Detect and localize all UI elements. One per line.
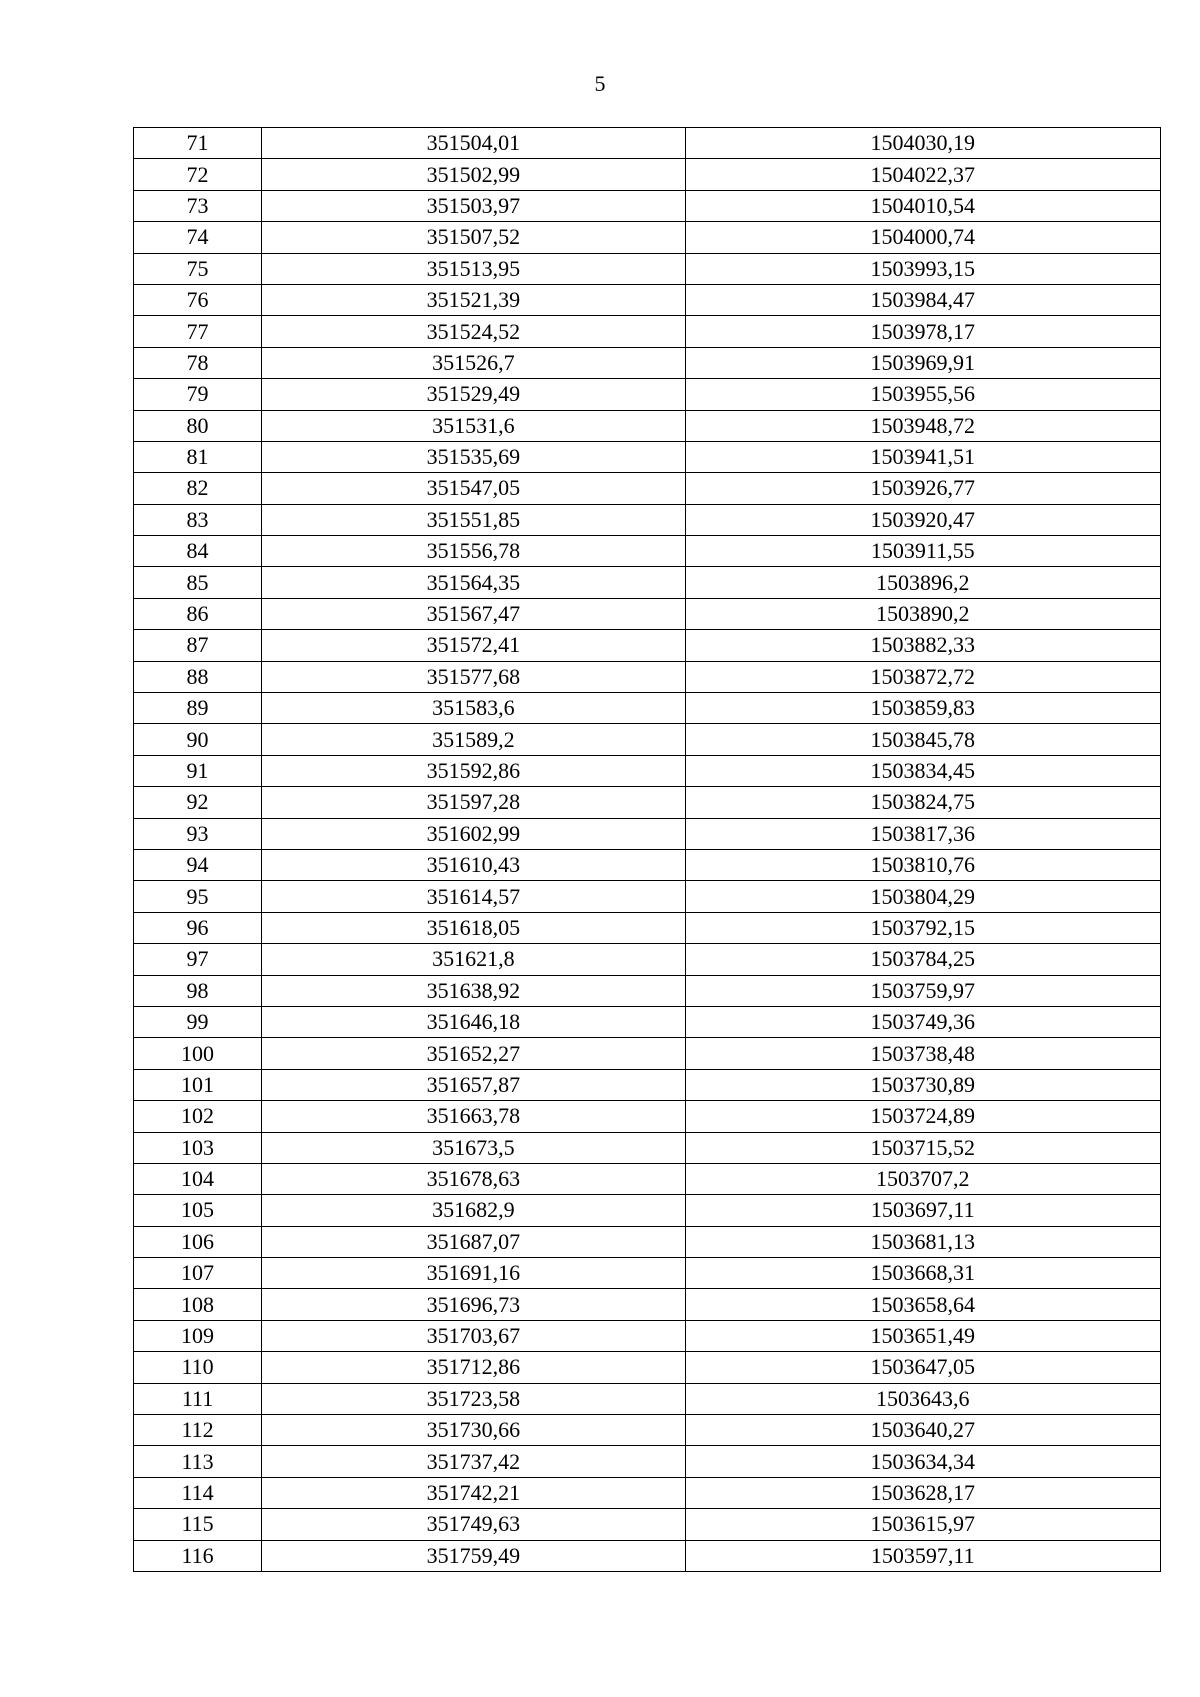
table-row xyxy=(134,755,1161,786)
y-coordinate-cell: 1503941,51 xyxy=(685,441,1160,472)
table-row xyxy=(134,379,1161,410)
table-row xyxy=(134,1415,1161,1446)
x-coordinate-cell: 351592,86 xyxy=(262,755,685,786)
point-number-cell: 72 xyxy=(134,159,262,190)
x-coordinate-cell: 351551,85 xyxy=(262,504,685,535)
x-coordinate-cell: 351696,73 xyxy=(262,1289,685,1320)
y-coordinate-cell: 1503715,52 xyxy=(685,1132,1160,1163)
x-coordinate-cell: 351507,52 xyxy=(262,222,685,253)
point-number-cell: 83 xyxy=(134,504,262,535)
y-coordinate-cell: 1503730,89 xyxy=(685,1069,1160,1100)
y-coordinate-cell: 1503978,17 xyxy=(685,316,1160,347)
point-number-cell: 99 xyxy=(134,1006,262,1037)
point-number-cell: 109 xyxy=(134,1320,262,1351)
x-coordinate-cell: 351535,69 xyxy=(262,441,685,472)
x-coordinate-cell: 351513,95 xyxy=(262,253,685,284)
x-coordinate-cell: 351547,05 xyxy=(262,473,685,504)
point-number-cell: 115 xyxy=(134,1509,262,1540)
table-row xyxy=(134,912,1161,943)
point-number-cell: 71 xyxy=(134,128,262,159)
table-row xyxy=(134,881,1161,912)
y-coordinate-cell: 1503890,2 xyxy=(685,598,1160,629)
table-row xyxy=(134,1101,1161,1132)
point-number-cell: 111 xyxy=(134,1383,262,1414)
x-coordinate-cell: 351749,63 xyxy=(262,1509,685,1540)
y-coordinate-cell: 1503926,77 xyxy=(685,473,1160,504)
x-coordinate-cell: 351526,7 xyxy=(262,347,685,378)
y-coordinate-cell: 1503804,29 xyxy=(685,881,1160,912)
y-coordinate-cell: 1503643,6 xyxy=(685,1383,1160,1414)
x-coordinate-cell: 351657,87 xyxy=(262,1069,685,1100)
table-row xyxy=(134,222,1161,253)
x-coordinate-cell: 351502,99 xyxy=(262,159,685,190)
point-number-cell: 84 xyxy=(134,536,262,567)
table-row xyxy=(134,1006,1161,1037)
table-row xyxy=(134,630,1161,661)
table-row xyxy=(134,975,1161,1006)
point-number-cell: 98 xyxy=(134,975,262,1006)
x-coordinate-cell: 351521,39 xyxy=(262,284,685,315)
y-coordinate-cell: 1503628,17 xyxy=(685,1477,1160,1508)
table-row xyxy=(134,1446,1161,1477)
y-coordinate-cell: 1503724,89 xyxy=(685,1101,1160,1132)
x-coordinate-cell: 351678,63 xyxy=(262,1163,685,1194)
table-row xyxy=(134,441,1161,472)
y-coordinate-cell: 1503859,83 xyxy=(685,693,1160,724)
x-coordinate-cell: 351712,86 xyxy=(262,1352,685,1383)
y-coordinate-cell: 1503615,97 xyxy=(685,1509,1160,1540)
point-number-cell: 86 xyxy=(134,598,262,629)
x-coordinate-cell: 351618,05 xyxy=(262,912,685,943)
point-number-cell: 104 xyxy=(134,1163,262,1194)
y-coordinate-cell: 1503817,36 xyxy=(685,818,1160,849)
point-number-cell: 87 xyxy=(134,630,262,661)
y-coordinate-cell: 1503749,36 xyxy=(685,1006,1160,1037)
point-number-cell: 106 xyxy=(134,1226,262,1257)
x-coordinate-cell: 351597,28 xyxy=(262,787,685,818)
table-row xyxy=(134,1540,1161,1571)
x-coordinate-cell: 351646,18 xyxy=(262,1006,685,1037)
table-row xyxy=(134,1226,1161,1257)
table-row xyxy=(134,567,1161,598)
x-coordinate-cell: 351577,68 xyxy=(262,661,685,692)
y-coordinate-cell: 1503911,55 xyxy=(685,536,1160,567)
table-row xyxy=(134,818,1161,849)
point-number-cell: 75 xyxy=(134,253,262,284)
table-row xyxy=(134,504,1161,535)
table-row xyxy=(134,1477,1161,1508)
table-row xyxy=(134,1289,1161,1320)
y-coordinate-cell: 1503969,91 xyxy=(685,347,1160,378)
point-number-cell: 108 xyxy=(134,1289,262,1320)
table-row xyxy=(134,661,1161,692)
y-coordinate-cell: 1503872,72 xyxy=(685,661,1160,692)
y-coordinate-cell: 1504030,19 xyxy=(685,128,1160,159)
y-coordinate-cell: 1503634,34 xyxy=(685,1446,1160,1477)
table-row xyxy=(134,536,1161,567)
y-coordinate-cell: 1503955,56 xyxy=(685,379,1160,410)
point-number-cell: 91 xyxy=(134,755,262,786)
y-coordinate-cell: 1503668,31 xyxy=(685,1258,1160,1289)
x-coordinate-cell: 351687,07 xyxy=(262,1226,685,1257)
y-coordinate-cell: 1503697,11 xyxy=(685,1195,1160,1226)
x-coordinate-cell: 351652,27 xyxy=(262,1038,685,1069)
point-number-cell: 93 xyxy=(134,818,262,849)
x-coordinate-cell: 351742,21 xyxy=(262,1477,685,1508)
table-row xyxy=(134,1195,1161,1226)
x-coordinate-cell: 351589,2 xyxy=(262,724,685,755)
y-coordinate-cell: 1503640,27 xyxy=(685,1415,1160,1446)
point-number-cell: 92 xyxy=(134,787,262,818)
y-coordinate-cell: 1503845,78 xyxy=(685,724,1160,755)
x-coordinate-cell: 351524,52 xyxy=(262,316,685,347)
y-coordinate-cell: 1503651,49 xyxy=(685,1320,1160,1351)
y-coordinate-cell: 1503824,75 xyxy=(685,787,1160,818)
y-coordinate-cell: 1504010,54 xyxy=(685,190,1160,221)
y-coordinate-cell: 1503920,47 xyxy=(685,504,1160,535)
table-row xyxy=(134,1038,1161,1069)
point-number-cell: 94 xyxy=(134,849,262,880)
point-number-cell: 113 xyxy=(134,1446,262,1477)
point-number-cell: 90 xyxy=(134,724,262,755)
x-coordinate-cell: 351723,58 xyxy=(262,1383,685,1414)
y-coordinate-cell: 1503784,25 xyxy=(685,944,1160,975)
y-coordinate-cell: 1504000,74 xyxy=(685,222,1160,253)
point-number-cell: 81 xyxy=(134,441,262,472)
y-coordinate-cell: 1503896,2 xyxy=(685,567,1160,598)
x-coordinate-cell: 351556,78 xyxy=(262,536,685,567)
x-coordinate-cell: 351730,66 xyxy=(262,1415,685,1446)
y-coordinate-cell: 1503707,2 xyxy=(685,1163,1160,1194)
point-number-cell: 82 xyxy=(134,473,262,504)
table-row xyxy=(134,944,1161,975)
y-coordinate-cell: 1503792,15 xyxy=(685,912,1160,943)
x-coordinate-cell: 351531,6 xyxy=(262,410,685,441)
y-coordinate-cell: 1503738,48 xyxy=(685,1038,1160,1069)
table-row xyxy=(134,410,1161,441)
x-coordinate-cell: 351663,78 xyxy=(262,1101,685,1132)
point-number-cell: 105 xyxy=(134,1195,262,1226)
table-row xyxy=(134,1352,1161,1383)
table-row xyxy=(134,1258,1161,1289)
point-number-cell: 85 xyxy=(134,567,262,598)
point-number-cell: 89 xyxy=(134,693,262,724)
x-coordinate-cell: 351737,42 xyxy=(262,1446,685,1477)
x-coordinate-cell: 351564,35 xyxy=(262,567,685,598)
point-number-cell: 116 xyxy=(134,1540,262,1571)
point-number-cell: 88 xyxy=(134,661,262,692)
x-coordinate-cell: 351673,5 xyxy=(262,1132,685,1163)
y-coordinate-cell: 1503810,76 xyxy=(685,849,1160,880)
point-number-cell: 97 xyxy=(134,944,262,975)
table-row xyxy=(134,787,1161,818)
y-coordinate-cell: 1503882,33 xyxy=(685,630,1160,661)
table-row xyxy=(134,1163,1161,1194)
point-number-cell: 107 xyxy=(134,1258,262,1289)
y-coordinate-cell: 1503681,13 xyxy=(685,1226,1160,1257)
y-coordinate-cell: 1503597,11 xyxy=(685,1540,1160,1571)
point-number-cell: 78 xyxy=(134,347,262,378)
table-row xyxy=(134,693,1161,724)
y-coordinate-cell: 1503948,72 xyxy=(685,410,1160,441)
coordinates-table-body xyxy=(134,128,1161,1572)
y-coordinate-cell: 1503984,47 xyxy=(685,284,1160,315)
y-coordinate-cell: 1503759,97 xyxy=(685,975,1160,1006)
point-number-cell: 110 xyxy=(134,1352,262,1383)
point-number-cell: 73 xyxy=(134,190,262,221)
y-coordinate-cell: 1503993,15 xyxy=(685,253,1160,284)
table-row xyxy=(134,190,1161,221)
point-number-cell: 96 xyxy=(134,912,262,943)
table-row xyxy=(134,253,1161,284)
y-coordinate-cell: 1503647,05 xyxy=(685,1352,1160,1383)
point-number-cell: 101 xyxy=(134,1069,262,1100)
point-number-cell: 100 xyxy=(134,1038,262,1069)
point-number-cell: 114 xyxy=(134,1477,262,1508)
x-coordinate-cell: 351503,97 xyxy=(262,190,685,221)
x-coordinate-cell: 351567,47 xyxy=(262,598,685,629)
table-row xyxy=(134,128,1161,159)
table-row xyxy=(134,1509,1161,1540)
x-coordinate-cell: 351602,99 xyxy=(262,818,685,849)
point-number-cell: 80 xyxy=(134,410,262,441)
table-row xyxy=(134,1069,1161,1100)
point-number-cell: 102 xyxy=(134,1101,262,1132)
point-number-cell: 79 xyxy=(134,379,262,410)
point-number-cell: 103 xyxy=(134,1132,262,1163)
table-row xyxy=(134,347,1161,378)
point-number-cell: 77 xyxy=(134,316,262,347)
x-coordinate-cell: 351682,9 xyxy=(262,1195,685,1226)
x-coordinate-cell: 351610,43 xyxy=(262,849,685,880)
table-row xyxy=(134,724,1161,755)
x-coordinate-cell: 351703,67 xyxy=(262,1320,685,1351)
x-coordinate-cell: 351504,01 xyxy=(262,128,685,159)
coordinates-table xyxy=(133,127,1161,1572)
x-coordinate-cell: 351759,49 xyxy=(262,1540,685,1571)
y-coordinate-cell: 1503834,45 xyxy=(685,755,1160,786)
point-number-cell: 76 xyxy=(134,284,262,315)
page-number: 5 xyxy=(594,71,606,96)
table-row xyxy=(134,1320,1161,1351)
point-number-cell: 95 xyxy=(134,881,262,912)
table-row xyxy=(134,316,1161,347)
point-number-cell: 112 xyxy=(134,1415,262,1446)
table-row xyxy=(134,159,1161,190)
table-row xyxy=(134,598,1161,629)
table-row xyxy=(134,1132,1161,1163)
x-coordinate-cell: 351621,8 xyxy=(262,944,685,975)
x-coordinate-cell: 351583,6 xyxy=(262,693,685,724)
table-row xyxy=(134,849,1161,880)
x-coordinate-cell: 351691,16 xyxy=(262,1258,685,1289)
y-coordinate-cell: 1504022,37 xyxy=(685,159,1160,190)
table-row xyxy=(134,1383,1161,1414)
x-coordinate-cell: 351572,41 xyxy=(262,630,685,661)
x-coordinate-cell: 351614,57 xyxy=(262,881,685,912)
table-row xyxy=(134,473,1161,504)
table-row xyxy=(134,284,1161,315)
x-coordinate-cell: 351638,92 xyxy=(262,975,685,1006)
x-coordinate-cell: 351529,49 xyxy=(262,379,685,410)
y-coordinate-cell: 1503658,64 xyxy=(685,1289,1160,1320)
point-number-cell: 74 xyxy=(134,222,262,253)
